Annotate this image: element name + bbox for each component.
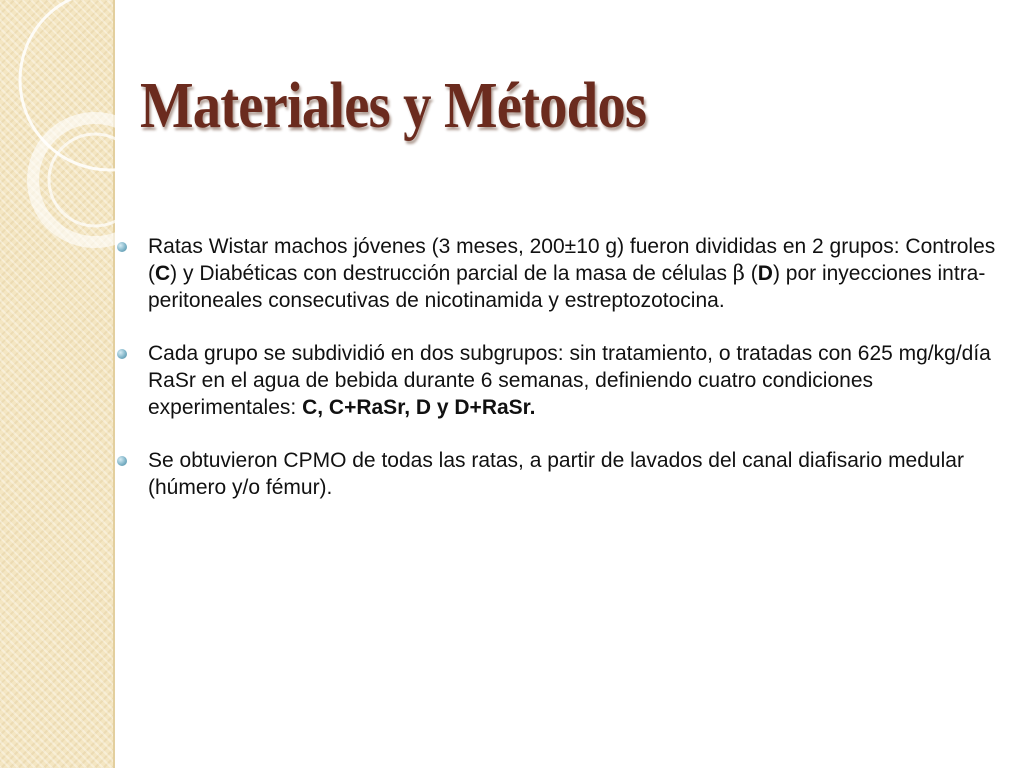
bullet-list xyxy=(117,233,1017,527)
bullet-item xyxy=(117,233,1017,314)
group-label-c: C xyxy=(155,262,171,285)
experimental-conditions: C, C+RaSr, D y D+RaSr. xyxy=(302,396,536,419)
blue-dot-icon xyxy=(117,349,127,359)
blue-dot-icon xyxy=(117,456,127,466)
bullet-item xyxy=(117,340,1017,421)
bullet-text xyxy=(148,449,964,499)
bullet-text-segment: ) por inyecciones intra-peritoneales consecutivas de nicotinamida y estreptozotocina. xyxy=(148,262,986,312)
beta-symbol: β xyxy=(732,261,745,285)
slide-title: Materiales y Métodos xyxy=(140,69,647,142)
bullet-item xyxy=(117,447,1017,501)
bullet-text-segment: Se obtuvieron CPMO de todas las ratas, a partir de lavados del canal diafisario medular (húmero y/o fémur). xyxy=(148,449,964,499)
bullet-text xyxy=(148,235,995,312)
blue-dot-icon xyxy=(117,242,127,252)
bullet-text-segment: ( xyxy=(744,262,758,285)
group-label-d: D xyxy=(757,262,773,285)
concentric-rings-icon xyxy=(0,0,140,260)
bullet-text-segment: Ratas Wistar machos jóvenes (3 meses, 200±10 g) fueron divididas en 2 grupos: Controles ( xyxy=(148,235,996,285)
bullet-text-segment: ) y Diabéticas con destrucción parcial de la masa de células xyxy=(170,262,733,285)
bullet-text xyxy=(148,342,991,419)
bullet-text-segment: Cada grupo se subdividió en dos subgrupos: sin tratamiento, o tratadas con 625 mg/kg/día RaSr en el agua de bebida durante 6 semanas, definiendo cuatro condiciones experimentales: xyxy=(148,342,991,419)
